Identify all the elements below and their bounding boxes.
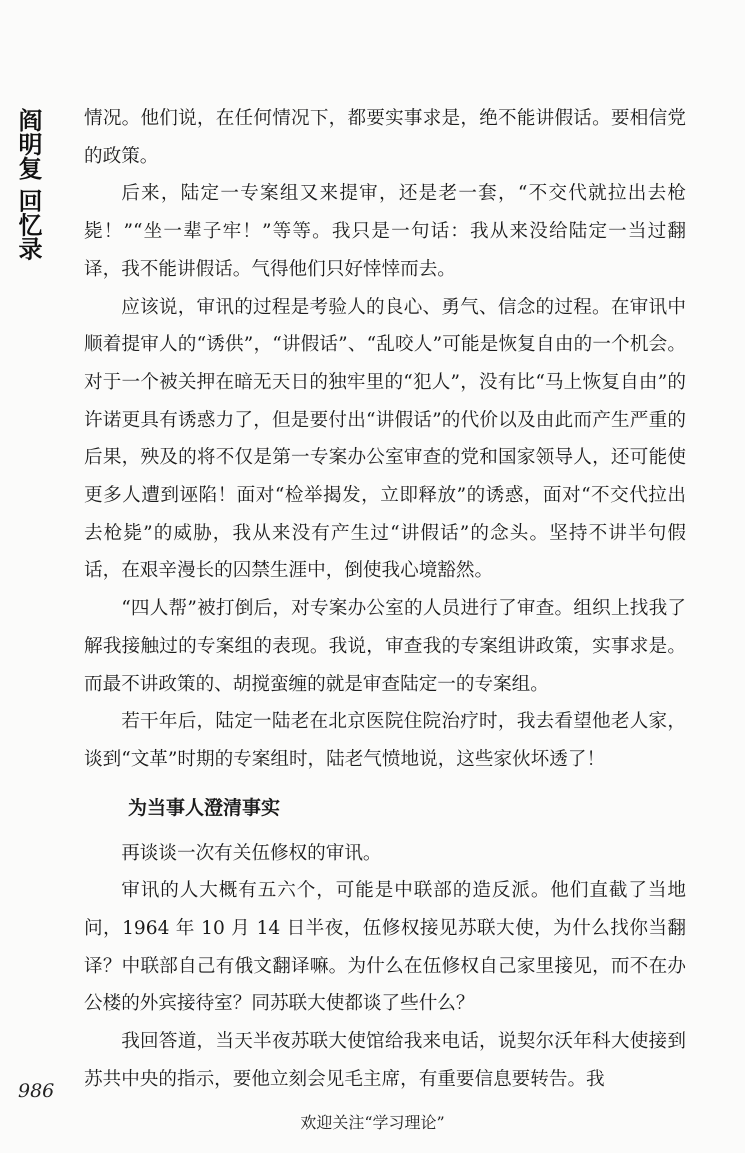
page-number: 986 bbox=[18, 1080, 55, 1102]
paragraph-6: 再谈谈一次有关伍修权的审讯。 bbox=[121, 842, 382, 864]
paragraph-1: 情况。他们说，在任何情况下，都要实事求是，绝不能讲假话。要相信党的政策。 bbox=[84, 108, 686, 167]
section-heading: 为当事人澄清事实 bbox=[128, 796, 281, 819]
paragraph-4: “四人帮”被打倒后，对专案办公室的人员进行了审查。组织上找我了解我接触过的专案组的表现。我说，审查我的专案组讲政策，实事求是。而最不讲政策的、胡搅蛮缠的就是审查陆定一的专案组。 bbox=[84, 598, 686, 695]
body-text bbox=[84, 100, 686, 1099]
paragraph-5: 若干年后，陆定一陆老在北京医院住院治疗时，我去看望他老人家，谈到“文革”时期的专案组时，陆老气愤地说，这些家伙坏透了！ bbox=[84, 711, 686, 770]
paragraph-8: 我回答道，当天半夜苏联大使馆给我来电话，说契尔沃年科大使接到苏共中央的指示，要他立刻会见毛主席，有重要信息要转告。我 bbox=[84, 1031, 686, 1090]
paragraph-3: 应该说，审讯的过程是考验人的良心、勇气、信念的过程。在审讯中顺着提审人的“诱供”，“讲假话”、“乱咬人”可能是恢复自由的一个机会。对于一个被关押在暗无天日的独牢里的“犯人”，没有比“马上恢复自由”的许诺更具有诱惑力了，但是要付出“讲假话”的代价以及由此而产生严重的后果，殃及的将不仅是第一专案办公室审查的党和国家领导人，还可能使更多人遭到诬陷！面对“检举揭发，立即释放”的诱惑，面对“不交代拉出去枪毙”的威胁，我从来没有产生过“讲假话”的念头。坚持不讲半句假话，在艰辛漫长的囚禁生涯中，倒使我心境豁然。 bbox=[84, 296, 686, 582]
book-title-vertical: 阎明复 回忆录 bbox=[14, 108, 43, 261]
footer-note: 欢迎关注“学习理论” bbox=[300, 1113, 445, 1132]
paragraph-2: 后来，陆定一专案组又来提审，还是老一套，“不交代就拉出去枪毙！”“坐一辈子牢！”等等。我只是一句话：我从来没给陆定一当过翻译，我不能讲假话。气得他们只好悻悻而去。 bbox=[84, 183, 686, 280]
paragraph-7: 审讯的人大概有五六个，可能是中联部的造反派。他们直截了当地问，1964 年 10 月 14 日半夜，伍修权接见苏联大使，为什么找你当翻译？中联部自己有俄文翻译嘛。为什么在伍修权自己家里接见，而不在办公楼的外宾接待室？同苏联大使都谈了些什么？ bbox=[84, 880, 686, 1015]
